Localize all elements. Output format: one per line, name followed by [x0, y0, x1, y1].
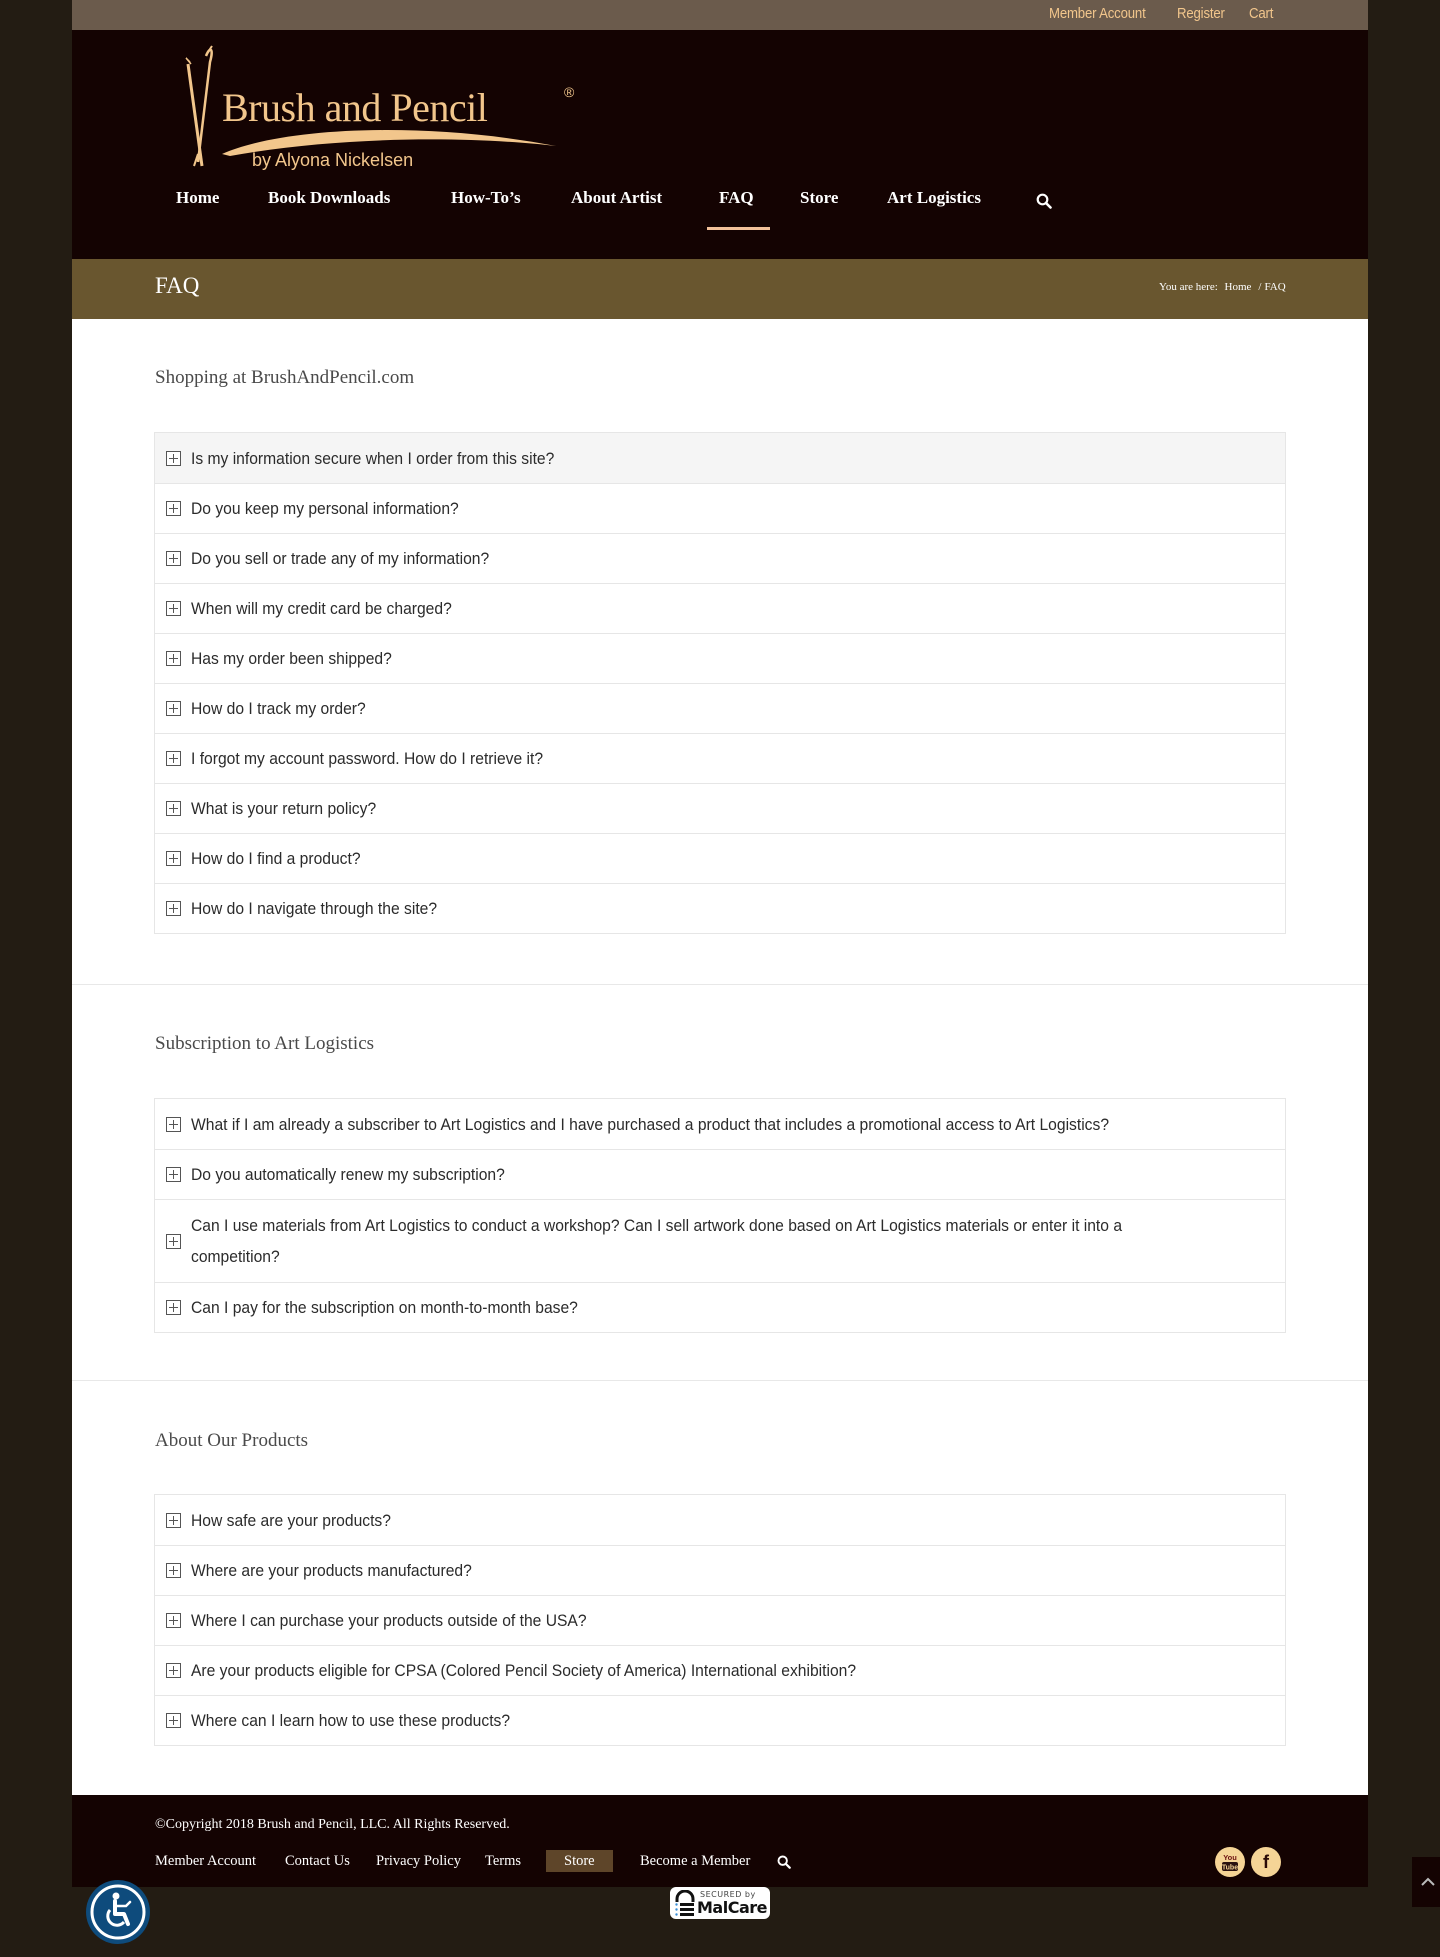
- plus-icon: [166, 1563, 181, 1578]
- faq-question: Do you sell or trade any of my information?: [191, 549, 490, 568]
- plus-icon: [166, 551, 181, 566]
- faq-item[interactable]: [155, 783, 1285, 833]
- plus-icon: [166, 801, 181, 816]
- plus-icon: [166, 1167, 181, 1182]
- youtube-glyph: [1221, 1852, 1239, 1872]
- faq-question: Where are your products manufactured?: [191, 1561, 472, 1580]
- faq-item[interactable]: [155, 833, 1285, 883]
- plus-icon: [166, 1300, 181, 1315]
- breadcrumb-home-link[interactable]: Home: [1224, 281, 1252, 293]
- faq-question: I forgot my account password. How do I retrieve it?: [191, 749, 544, 768]
- facebook-glyph: f: [1263, 1851, 1269, 1872]
- topbar-register-link[interactable]: Register: [1177, 5, 1225, 22]
- footer-become-member-link[interactable]: Become a Member: [640, 1853, 751, 1869]
- footer-privacy-policy-link[interactable]: Privacy Policy: [376, 1853, 461, 1869]
- faq-question: Where can I learn how to use these products?: [191, 1711, 511, 1730]
- logo-title: Brush and Pencil: [222, 85, 488, 130]
- faq-question: Can I pay for the subscription on month-to-month base?: [191, 1298, 578, 1317]
- section-divider: [72, 1380, 1368, 1381]
- faq-item[interactable]: [155, 1545, 1285, 1595]
- faq-item[interactable]: [155, 1099, 1285, 1149]
- faq-question: Do you automatically renew my subscription?: [191, 1165, 505, 1184]
- main-nav: [72, 30, 1368, 259]
- faq-item[interactable]: [155, 683, 1285, 733]
- faq-item[interactable]: [155, 583, 1285, 633]
- breadcrumb-current: FAQ: [1264, 281, 1286, 293]
- breadcrumb-separator: /: [1258, 281, 1262, 293]
- plus-icon: [166, 501, 181, 516]
- faq-accordion-subscription: [154, 1098, 1286, 1333]
- nav-book-downloads[interactable]: Book Downloads: [268, 188, 391, 207]
- malcare-security-badge[interactable]: [670, 1887, 770, 1919]
- plus-icon: [166, 1613, 181, 1628]
- nav-about-artist[interactable]: About Artist: [571, 188, 663, 207]
- scroll-to-top-button[interactable]: [1412, 1857, 1440, 1907]
- copyright-text: ©Copyright 2018 Brush and Pencil, LLC. All Rights Reserved.: [155, 1817, 510, 1832]
- plus-icon: [166, 1663, 181, 1678]
- faq-question: Is my information secure when I order from this site?: [191, 448, 555, 468]
- faq-item[interactable]: [155, 633, 1285, 683]
- breadcrumb: [1159, 281, 1290, 293]
- top-bar: [72, 0, 1368, 30]
- faq-item[interactable]: [155, 1282, 1285, 1332]
- faq-item[interactable]: [155, 883, 1285, 933]
- plus-icon: [166, 1234, 181, 1249]
- faq-question: Are your products eligible for CPSA (Colored Pencil Society of America) International exhibition?: [191, 1661, 857, 1680]
- malcare-secured-label: SECURED by: [700, 1890, 756, 1899]
- nav-how-tos[interactable]: How-To’s: [451, 188, 521, 207]
- faq-item[interactable]: [155, 1645, 1285, 1695]
- faq-accordion-shopping: [154, 432, 1286, 934]
- plus-icon: [166, 451, 181, 466]
- topbar-cart-link[interactable]: Cart: [1249, 5, 1274, 22]
- svg-text:Tube: Tube: [1221, 1864, 1239, 1872]
- section-heading-products: About Our Products: [155, 1430, 309, 1451]
- footer-member-account-link[interactable]: Member Account: [155, 1853, 257, 1869]
- breadcrumb-prefix: You are here:: [1159, 281, 1218, 293]
- plus-icon: [166, 701, 181, 716]
- faq-item[interactable]: [155, 733, 1285, 783]
- section-heading-shopping: Shopping at BrushAndPencil.com: [155, 367, 415, 388]
- nav-store[interactable]: Store: [800, 188, 839, 207]
- youtube-icon[interactable]: [1215, 1847, 1245, 1877]
- accessibility-button[interactable]: [86, 1880, 150, 1944]
- facebook-icon[interactable]: [1251, 1847, 1281, 1877]
- faq-item[interactable]: [155, 433, 1285, 483]
- faq-item[interactable]: [155, 1199, 1285, 1282]
- faq-question: Where I can purchase your products outside of the USA?: [191, 1611, 587, 1630]
- faq-item[interactable]: [155, 533, 1285, 583]
- faq-question: How safe are your products?: [191, 1510, 391, 1530]
- faq-question: Do you keep my personal information?: [191, 499, 459, 518]
- plus-icon: [166, 1713, 181, 1728]
- plus-icon: [166, 851, 181, 866]
- topbar-member-account-link[interactable]: Member Account: [1049, 5, 1146, 22]
- chevron-up-icon: [1412, 1857, 1440, 1907]
- nav-home[interactable]: Home: [176, 188, 220, 207]
- plus-icon: [166, 651, 181, 666]
- faq-item[interactable]: [155, 483, 1285, 533]
- page-title: FAQ: [155, 273, 200, 298]
- faq-question: How do I track my order?: [191, 699, 366, 718]
- footer-store-link[interactable]: Store: [546, 1850, 613, 1872]
- logo-subtitle: by Alyona Nickelsen: [252, 150, 414, 170]
- registered-mark: ®: [564, 84, 575, 100]
- faq-question: Has my order been shipped?: [191, 649, 392, 668]
- faq-question: How do I find a product?: [191, 849, 361, 868]
- svg-text:You: You: [1223, 1853, 1237, 1862]
- plus-icon: [166, 751, 181, 766]
- faq-item[interactable]: [155, 1149, 1285, 1199]
- plus-icon: [166, 1513, 181, 1528]
- nav-active-indicator: [707, 227, 770, 230]
- nav-art-logistics[interactable]: Art Logistics: [887, 188, 981, 207]
- faq-accordion-products: [154, 1494, 1286, 1746]
- faq-question: Can I use materials from Art Logistics to conduct a workshop? Can I sell artwork done based on Art Logistics materials or enter it into a competition?: [191, 1216, 1123, 1266]
- plus-icon: [166, 1117, 181, 1132]
- faq-item[interactable]: [155, 1495, 1285, 1545]
- page-title-bar: [72, 259, 1368, 319]
- section-heading-subscription: Subscription to Art Logistics: [155, 1033, 375, 1054]
- faq-question: What is your return policy?: [191, 799, 377, 818]
- lock-icon: [674, 1890, 696, 1916]
- footer-contact-us-link[interactable]: Contact Us: [285, 1853, 350, 1869]
- faq-item[interactable]: [155, 1595, 1285, 1645]
- section-divider: [72, 984, 1368, 985]
- faq-question: When will my credit card be charged?: [191, 599, 452, 618]
- nav-faq[interactable]: FAQ: [719, 188, 754, 207]
- footer-search-icon[interactable]: [777, 1855, 791, 1869]
- main-content: [72, 319, 1368, 1795]
- search-icon[interactable]: [1036, 193, 1052, 209]
- footer-terms-link[interactable]: Terms: [485, 1853, 522, 1869]
- faq-item[interactable]: [155, 1695, 1285, 1745]
- malcare-brand: MalCare: [697, 1898, 767, 1917]
- wheelchair-icon: [86, 1880, 150, 1944]
- faq-question: What if I am already a subscriber to Art Logistics and I have purchased a product that includes a promotional access to Art Logistics?: [191, 1114, 1110, 1134]
- plus-icon: [166, 901, 181, 916]
- faq-question: How do I navigate through the site?: [191, 899, 438, 918]
- site-footer: [72, 1795, 1368, 1887]
- plus-icon: [166, 601, 181, 616]
